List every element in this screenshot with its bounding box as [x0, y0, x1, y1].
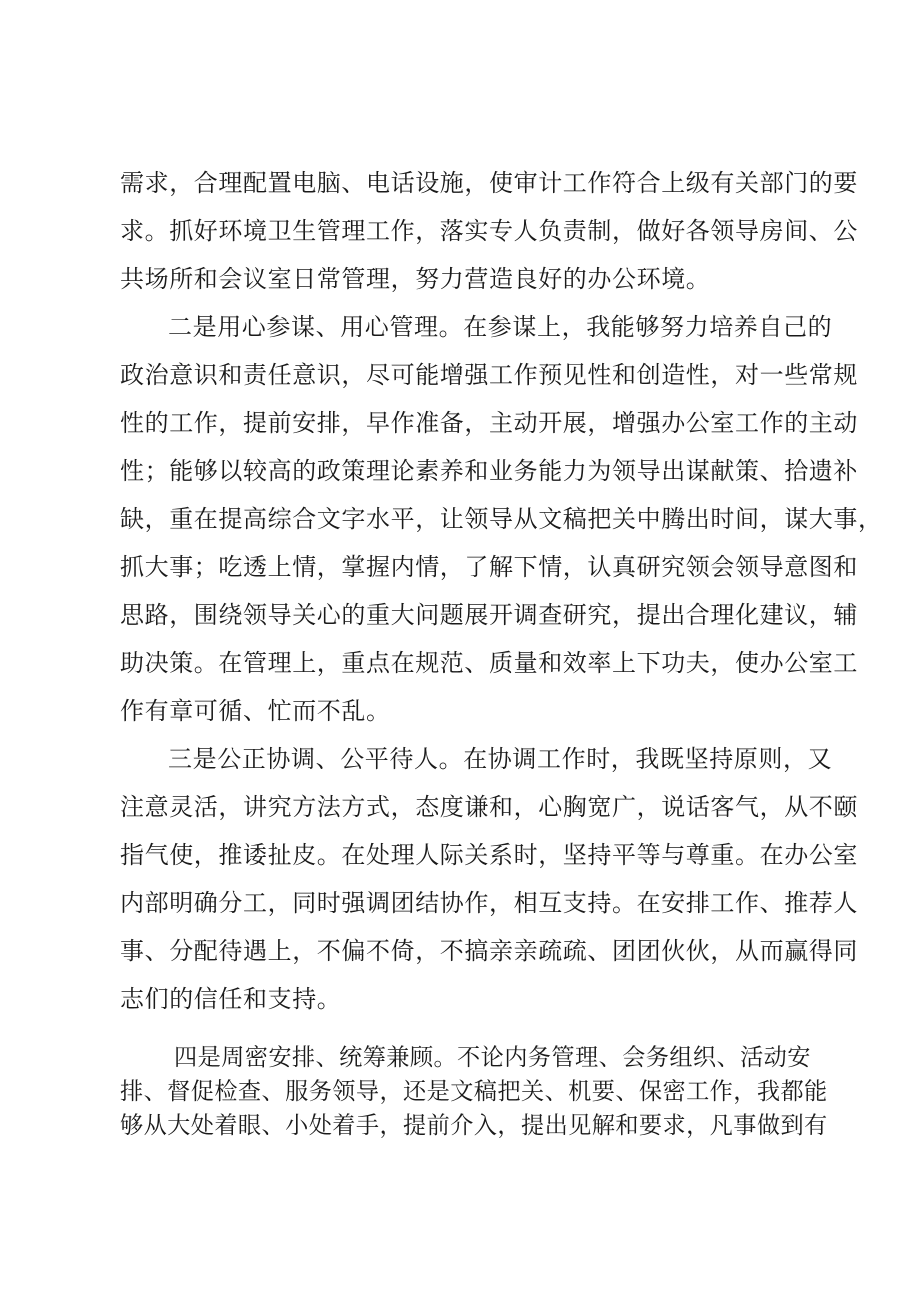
paragraph-2-line-9: 作有章可循、忙而不乱。	[120, 697, 391, 725]
paragraph-3-line-3: 指气使，推诿扯皮。在处理人际关系时，坚持平等与尊重。在办公室	[120, 841, 858, 869]
paragraph-3-line-1: 三是公正协调、公平待人。在协调工作时，我既坚持原则，又	[168, 745, 833, 773]
paragraph-2-line-5: 缺，重在提高综合文字水平，让领导从文稿把关中腾出时间，谋大事，	[120, 505, 883, 533]
paragraph-1-line-2: 求。抓好环境卫生管理工作，落实专人负责制，做好各领导房间、公	[120, 217, 858, 245]
paragraph-3-line-5: 事、分配待遇上，不偏不倚，不搞亲亲疏疏、团团伙伙，从而赢得同	[120, 937, 858, 965]
paragraph-4-line-2: 排、督促检查、服务领导，还是文稿把关、机要、保密工作，我都能	[120, 1078, 828, 1105]
paragraph-4-line-3: 够从大处着眼、小处着手，提前介入，提出见解和要求，凡事做到有	[120, 1112, 828, 1139]
paragraph-2-line-4: 性；能够以较高的政策理论素养和业务能力为领导出谋献策、拾遗补	[120, 457, 858, 485]
paragraph-4-line-1: 四是周密安排、统筹兼顾。不论内务管理、会务组织、活动安	[174, 1044, 811, 1071]
paragraph-2-line-3: 性的工作，提前安排，早作准备，主动开展，增强办公室工作的主动	[120, 409, 858, 437]
paragraph-2-line-2: 政治意识和责任意识，尽可能增强工作预见性和创造性，对一些常规	[120, 361, 858, 389]
paragraph-2-line-6: 抓大事；吃透上情，掌握内情，了解下情，认真研究领会领导意图和	[120, 553, 858, 581]
paragraph-2-line-8: 助决策。在管理上，重点在规范、质量和效率上下功夫，使办公室工	[120, 649, 858, 677]
paragraph-2-line-1: 二是用心参谋、用心管理。在参谋上，我能够努力培养自己的	[168, 313, 833, 341]
paragraph-3-line-4: 内部明确分工，同时强调团结协作，相互支持。在安排工作、推荐人	[120, 889, 858, 917]
paragraph-1-line-3: 共场所和会议室日常管理，努力营造良好的办公环境。	[120, 265, 711, 293]
paragraph-2-line-7: 思路，围绕领导关心的重大问题展开调查研究，提出合理化建议，辅	[120, 601, 858, 629]
paragraph-1-line-1: 需求，合理配置电脑、电话设施，使审计工作符合上级有关部门的要	[120, 169, 858, 197]
paragraph-3-line-2: 注意灵活，讲究方法方式，态度谦和，心胸宽广，说话客气，从不颐	[120, 793, 858, 821]
paragraph-3-line-6: 志们的信任和支持。	[120, 985, 342, 1013]
